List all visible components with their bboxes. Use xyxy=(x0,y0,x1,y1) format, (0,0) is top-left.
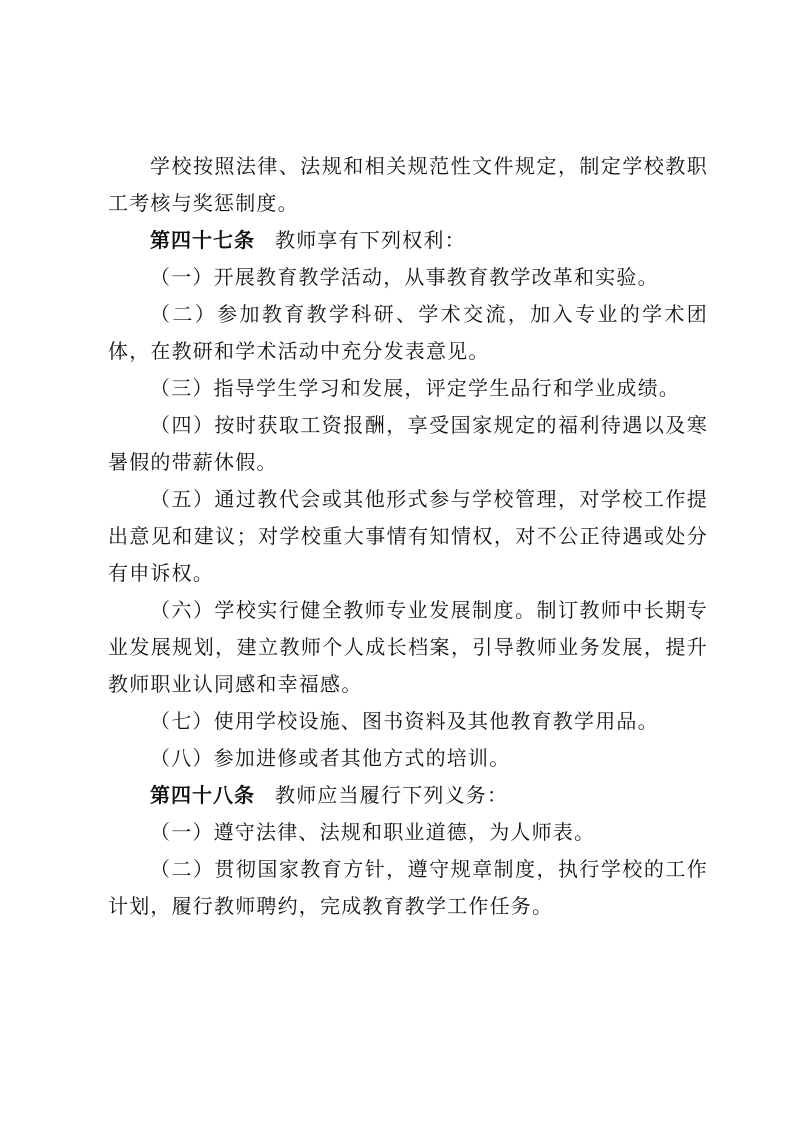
document-body xyxy=(108,148,708,925)
article-47-item: （三）指导学生学习和发展，评定学生品行和学业成绩。 xyxy=(150,376,680,400)
article-47-item: （一）开展教育教学活动，从事教育教学改革和实验。 xyxy=(150,265,659,289)
article-47-item: （八）参加进修或者其他方式的培训。 xyxy=(150,746,511,770)
article-48-item: （二）贯彻国家教育方针，遵守规章制度，执行学校的工作计划，履行教师聘约，完成教育教学工作任务。 xyxy=(108,857,708,918)
article-47-item: （七）使用学校设施、图书资料及其他教育教学用品。 xyxy=(150,709,659,733)
article-48-lead: 教师应当履行下列义务： xyxy=(275,783,509,807)
intro-paragraph: 学校按照法律、法规和相关规范性文件规定，制定学校教职工考核与奖惩制度。 xyxy=(108,154,708,215)
article-47-title: 第四十七条 xyxy=(150,228,255,252)
article-48-title: 第四十八条 xyxy=(150,783,255,807)
article-47-heading xyxy=(108,222,708,259)
article-47-item: （二）参加教育教学科研、学术交流，加入专业的学术团体，在教研和学术活动中充分发表意见。 xyxy=(108,302,708,363)
article-47-item: （六）学校实行健全教师专业发展制度。制订教师中长期专业发展规划，建立教师个人成长档案，引导教师业务发展，提升教师职业认同感和幸福感。 xyxy=(108,598,708,696)
article-47-item: （五）通过教代会或其他形式参与学校管理，对学校工作提出意见和建议；对学校重大事情有知情权，对不公正待遇或处分有申诉权。 xyxy=(108,487,708,585)
article-48-heading xyxy=(108,777,708,814)
article-47-lead: 教师享有下列权利： xyxy=(275,228,466,252)
article-48-item: （一）遵守法律、法规和职业道德，为人师表。 xyxy=(150,820,596,844)
article-47-item: （四）按时获取工资报酬，享受国家规定的福利待遇以及寒暑假的带薪休假。 xyxy=(108,413,708,474)
